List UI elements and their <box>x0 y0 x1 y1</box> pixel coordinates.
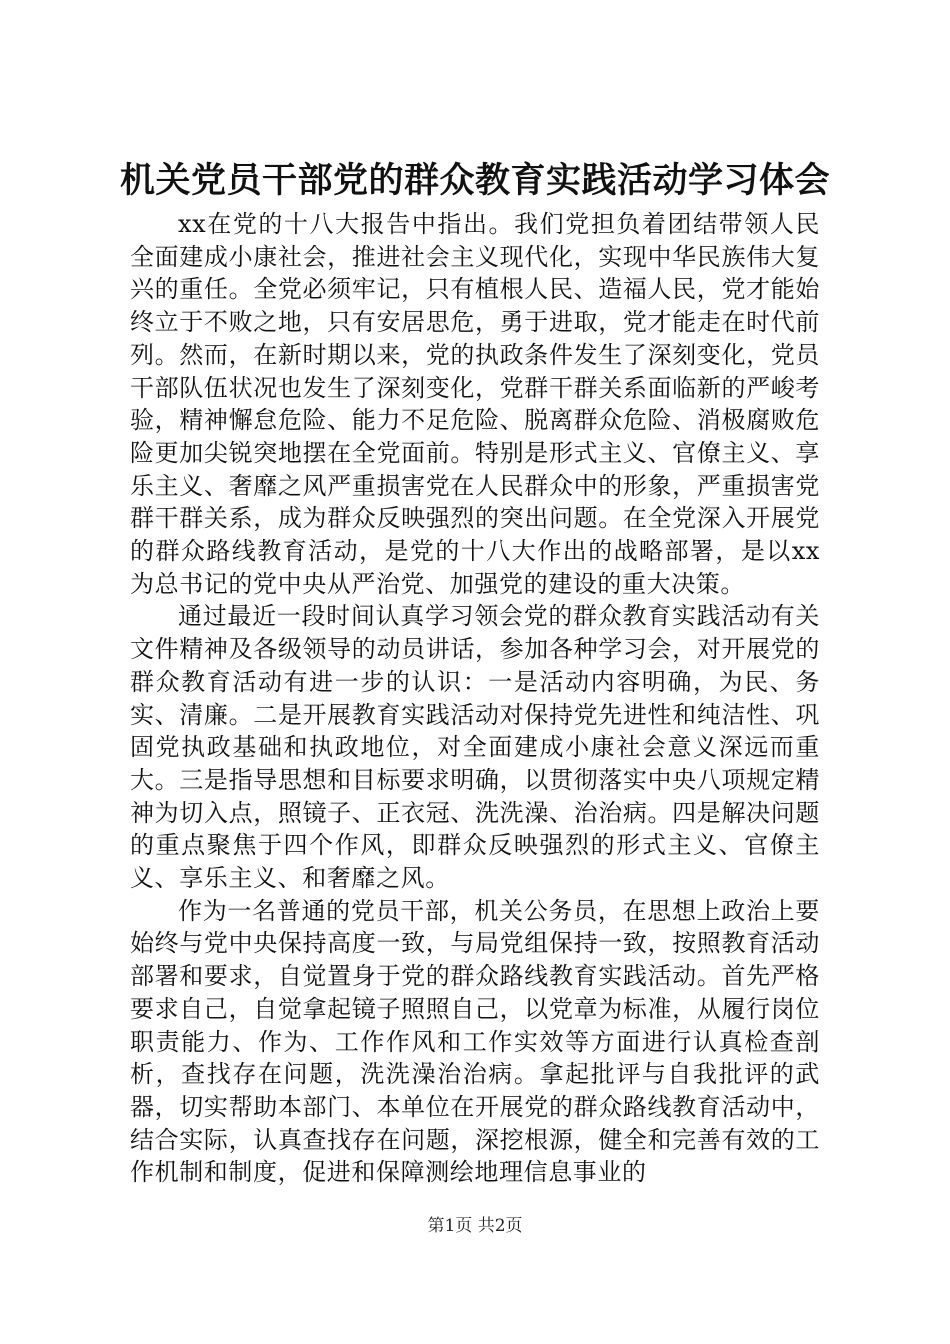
paragraph-2: 通过最近一段时间认真学习领会党的群众教育实践活动有关文件精神及各级领导的动员讲话，参加各种学习会，对开展党的群众教育活动有进一步的认识：一是活动内容明确，为民、务实、清廉。二是开展教育实践活动对保持党先进性和纯洁性、巩固党执政基础和执政地位，对全面建成小康社会意义深远而重大。三是指导思想和目标要求明确，以贯彻落实中央八项规定精神为切入点，照镜子、正衣冠、洗洗澡、治治病。四是解决问题的重点聚焦于四个作风，即群众反映强烈的形式主义、官僚主义、享乐主义、和奢靡之风。 <box>130 602 820 893</box>
page-number-footer: 第1页 共2页 <box>427 1216 523 1236</box>
paragraph-3: 作为一名普通的党员干部，机关公务员，在思想上政治上要始终与党中央保持高度一致，与局党组保持一致，按照教育活动部署和要求，自觉置身于党的群众路线教育实践活动。首先严格要求自己，自觉拿起镜子照照自己，以党章为标准，从履行岗位职责能力、作为、工作作风和工作实效等方面进行认真检查剖析，查找存在问题，洗洗澡治治病。拿起批评与自我批评的武器，切实帮助本部门、本单位在开展党的群众路线教育活动中，结合实际，认真查找存在问题，深挖根源，健全和完善有效的工作机制和制度，促进和保障测绘地理信息事业的 <box>130 896 820 1187</box>
paragraph-1: xx在党的十八大报告中指出。我们党担负着团结带领人民全面建成小康社会，推进社会主义现代化，实现中华民族伟大复兴的重任。全党必须牢记，只有植根人民、造福人民，党才能始终立于不败之地，只有安居思危，勇于进取，党才能走在时代前列。然而，在新时期以来，党的执政条件发生了深刻变化，党员干部队伍状况也发生了深刻变化，党群干群关系面临新的严峻考验，精神懈怠危险、能力不足危险、脱离群众危险、消极腐败危险更加尖锐突地摆在全党面前。特别是形式主义、官僚主义、享乐主义、奢靡之风严重损害党在人民群众中的形象，严重损害党群干群关系，成为群众反映强烈的突出问题。在全党深入开展党的群众路线教育活动，是党的十八大作出的战略部署，是以xx为总书记的党中央从严治党、加强党的建设的重大决策。 <box>130 210 820 598</box>
document-title: 机关党员干部党的群众教育实践活动学习体会 <box>119 161 830 201</box>
document-body <box>130 208 820 1189</box>
